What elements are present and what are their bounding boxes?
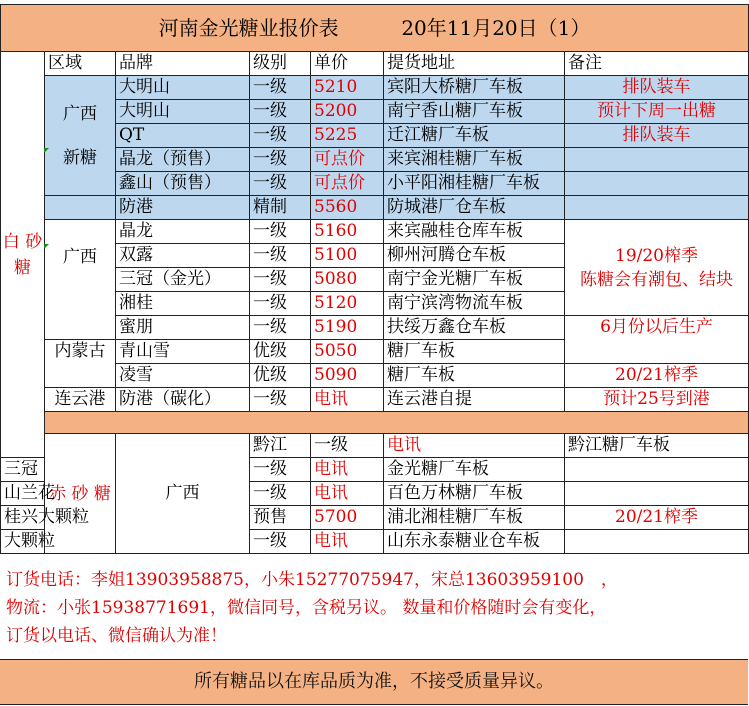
note-cell: 预计25号到港 (565, 388, 749, 412)
title-row (1, 5, 749, 52)
note-cell (565, 458, 749, 482)
comment-marker-icon (44, 244, 49, 249)
address-cell: 南宁香山糖厂车板 (384, 100, 565, 124)
price-cell: 可点价 (311, 172, 384, 196)
price-cell: 电讯 (311, 482, 384, 506)
footer-disclaimer: 所有糖品以在库品质为准，不接受质量异议。 (0, 659, 748, 705)
address-cell: 南宁金光糖厂车板 (384, 268, 565, 292)
note-cell: 20/21榨季 (565, 506, 749, 530)
section-red-sugar: 赤 砂 糖 (45, 434, 116, 554)
price-cell: 5080 (311, 268, 384, 292)
note-cell (565, 316, 749, 364)
region-neimenggu: 内蒙古 (45, 340, 116, 388)
grade-cell: 一级 (250, 268, 311, 292)
brand-cell: 青山雪 (116, 340, 250, 364)
price-cell: 可点价 (311, 148, 384, 172)
address-cell: 黔江糖厂车板 (565, 434, 749, 458)
brand-cell: 凌雪 (116, 364, 250, 388)
region-empty (45, 196, 116, 220)
price-cell: 5120 (311, 292, 384, 316)
header-brand: 品牌 (116, 52, 250, 76)
brand-cell: 三冠（金光） (116, 268, 250, 292)
header-region: 区域 (45, 52, 116, 76)
address-cell: 宾阳大桥糖厂车板 (384, 76, 565, 100)
grade-cell: 一级 (250, 124, 311, 148)
address-cell: 小平阳湘桂糖厂车板 (384, 172, 565, 196)
brand-cell: 湘桂 (116, 292, 250, 316)
header-price: 单价 (311, 52, 384, 76)
price-cell: 5100 (311, 244, 384, 268)
note-cell-merged (565, 220, 749, 316)
note-line: 19/20榨季 (615, 245, 698, 266)
header-note: 备注 (565, 52, 749, 76)
table-row (1, 220, 749, 244)
brand-cell: 蜜朋 (116, 316, 250, 340)
region-lianyungang: 连云港 (45, 388, 116, 412)
grade-cell: 优级 (250, 364, 311, 388)
contact-line-confirm: 订货以电话、微信确认为准！ (6, 626, 227, 646)
price-cell: 电讯 (311, 530, 384, 554)
separator-band (45, 412, 749, 434)
brand-cell: 黔江 (250, 434, 311, 458)
grade-cell: 预售 (250, 506, 311, 530)
grade-cell: 一级 (250, 220, 311, 244)
table-row (1, 434, 749, 458)
header-row (1, 52, 749, 76)
note-line: 陈糖会有潮包、结块 (580, 269, 733, 290)
price-table (0, 4, 749, 554)
grade-cell: 一级 (250, 530, 311, 554)
table-row (1, 76, 749, 100)
brand-cell: 大明山 (116, 100, 250, 124)
brand-cell: 山兰花 (1, 482, 45, 506)
grade-cell: 优级 (250, 340, 311, 364)
comment-marker-icon (44, 148, 49, 153)
grade-cell: 一级 (250, 244, 311, 268)
brand-cell: 大明山 (116, 76, 250, 100)
brand-cell: 桂兴大颗粒 (1, 506, 45, 530)
price-cell: 5700 (311, 506, 384, 530)
grade-cell: 一级 (311, 434, 384, 458)
brand-cell: 鑫山（预售） (116, 172, 250, 196)
address-cell: 来宾融桂仓库车板 (384, 220, 565, 244)
price-cell: 电讯 (384, 434, 565, 458)
title-cell (1, 5, 749, 52)
note-cell (565, 172, 749, 196)
address-cell: 浦北湘桂糖厂车板 (384, 506, 565, 530)
note-cell (565, 530, 749, 554)
header-address: 提货地址 (384, 52, 565, 76)
region-guangxi (45, 220, 116, 340)
grade-cell: 一级 (250, 292, 311, 316)
contact-line-phone: 订货电话：李姐13903958875，小朱15277075947，宋总13603959100 ， (6, 570, 618, 590)
date-label: 20年11月20日（1） (401, 15, 591, 40)
price-cell: 5210 (311, 76, 384, 100)
grade-cell: 精制 (250, 196, 311, 220)
price-cell: 5050 (311, 340, 384, 364)
note-cell: 20/21榨季 (565, 364, 749, 388)
price-cell: 5090 (311, 364, 384, 388)
price-cell: 5560 (311, 196, 384, 220)
address-cell: 南宁滨湾物流车板 (384, 292, 565, 316)
price-cell: 电讯 (311, 458, 384, 482)
address-cell: 山东永泰糖业仓车板 (384, 530, 565, 554)
note-cell: 排队装车 (565, 76, 749, 100)
separator-row (1, 412, 749, 434)
note-cell (565, 148, 749, 172)
price-cell: 电讯 (311, 388, 384, 412)
header-grade: 级别 (250, 52, 311, 76)
address-cell: 来宾湘桂糖厂车板 (384, 148, 565, 172)
contact-block (6, 566, 746, 650)
grade-cell: 一级 (250, 148, 311, 172)
address-cell: 柳州河腾仓车板 (384, 244, 565, 268)
price-cell: 5225 (311, 124, 384, 148)
region-guangxi-red: 广西 (116, 434, 250, 554)
region-guangxi-new: 广西 新糖 (45, 76, 116, 196)
brand-cell: QT (116, 124, 250, 148)
note-cell: 排队装车 (565, 124, 749, 148)
page-title: 河南金光糖业报价表 (158, 15, 339, 40)
table-row (1, 388, 749, 412)
brand-cell: 防港 (116, 196, 250, 220)
grade-cell: 一级 (250, 388, 311, 412)
contact-line-logistics: 物流：小张15938771691，微信同号，含税另议。 数量和价格随时会有变化， (6, 598, 607, 618)
grade-cell: 一级 (250, 100, 311, 124)
brand-cell: 防港（碳化） (116, 388, 250, 412)
note-cell (565, 196, 749, 220)
grade-cell: 一级 (250, 172, 311, 196)
brand-cell: 晶龙（预售） (116, 148, 250, 172)
address-cell: 迁江糖厂车板 (384, 124, 565, 148)
address-cell: 防城港厂仓车板 (384, 196, 565, 220)
grade-cell: 一级 (250, 482, 311, 506)
table-row (1, 196, 749, 220)
brand-cell: 三冠 (1, 458, 45, 482)
address-cell: 连云港自提 (384, 388, 565, 412)
brand-cell: 晶龙 (116, 220, 250, 244)
brand-cell: 大颗粒 (1, 530, 45, 554)
region-guangxi-label: 广西 (63, 247, 97, 267)
address-cell: 百色万林糖厂车板 (384, 482, 565, 506)
brand-cell: 双露 (116, 244, 250, 268)
note-cell: 预计下周一出糖 (565, 100, 749, 124)
address-cell: 扶绥万鑫仓车板 (384, 316, 565, 340)
price-cell: 5160 (311, 220, 384, 244)
grade-cell: 一级 (250, 316, 311, 340)
note-text: 6月份以后生产 (600, 317, 713, 337)
section-white-sugar: 白 砂 糖 (1, 52, 45, 458)
price-cell: 5190 (311, 316, 384, 340)
address-cell: 金光糖厂车板 (384, 458, 565, 482)
grade-cell: 一级 (250, 76, 311, 100)
note-cell (565, 482, 749, 506)
address-cell: 糖厂车板 (384, 340, 565, 364)
grade-cell: 一级 (250, 458, 311, 482)
address-cell: 糖厂车板 (384, 364, 565, 388)
price-cell: 5200 (311, 100, 384, 124)
